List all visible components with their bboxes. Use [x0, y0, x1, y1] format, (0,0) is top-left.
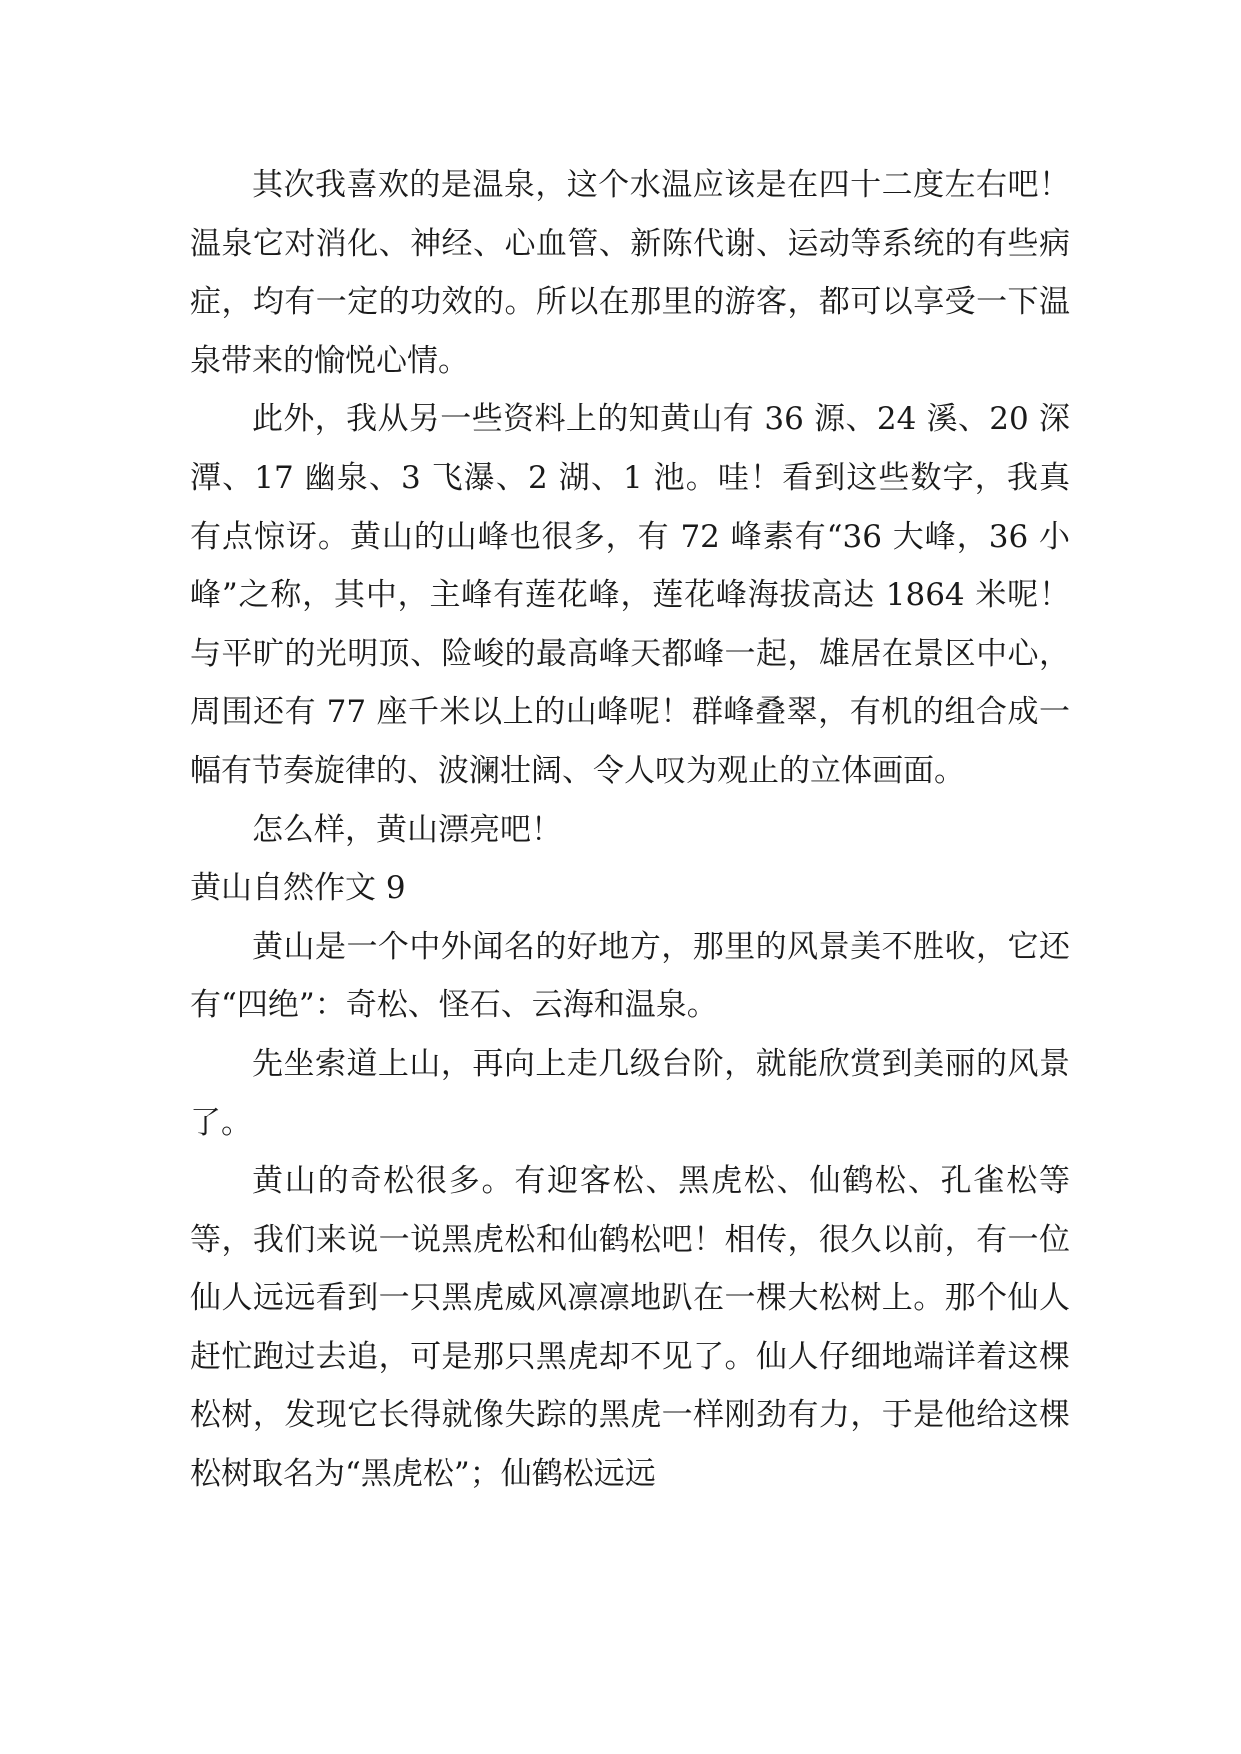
- paragraph-hot-spring: 其次我喜欢的是温泉，这个水温应该是在四十二度左右吧！温泉它对消化、神经、心血管、新陈代谢、运动等系统的有些病症，均有一定的功效的。所以在那里的游客，都可以享受一下温泉带来的愉悦心情。: [190, 167, 1070, 379]
- paragraph-mountain-facts: 此外，我从另一些资料上的知黄山有 36 源、24 溪、20 深潭、17 幽泉、3 飞瀑、2 湖、1 池。哇！看到这些数字，我真有点惊讶。黄山的山峰也很多，有 72 峰素有“36 大峰，36 小峰”之称，其中，主峰有莲花峰，莲花峰海拔高达 1864 米呢！与平旷的光明顶、险峻的最高峰天都峰一起，雄居在景区中心，周围还有 77 座千米以上的山峰呢！群峰叠翠，有机的组合成一幅有节奏旋律的、波澜壮阔、令人叹为观止的立体画面。: [190, 401, 1070, 789]
- paragraph-cable-car: 先坐索道上山，再向上走几级台阶，就能欣赏到美丽的风景了。: [190, 1045, 1070, 1141]
- paragraph-pines: 黄山的奇松很多。有迎客松、黑虎松、仙鹤松、孔雀松等等，我们来说一说黑虎松和仙鹤松吧！相传，很久以前，有一位仙人远远看到一只黑虎威风凛凛地趴在一棵大松树上。那个仙人赶忙跑过去追，可是那只黑虎却不见了。仙人仔细地端详着这棵松树，发现它长得就像失踪的黑虎一样刚劲有力，于是他给这棵松树取名为“黑虎松”；仙鹤松远远: [190, 1163, 1070, 1493]
- paragraph-conclusion: 怎么样，黄山漂亮吧！: [252, 811, 562, 848]
- paragraph-intro: 黄山是一个中外闻名的好地方，那里的风景美不胜收，它还有“四绝”：奇松、怪石、云海和温泉。: [190, 928, 1070, 1024]
- document-body: [190, 156, 1070, 1504]
- section-title: 黄山自然作文 9: [190, 870, 406, 907]
